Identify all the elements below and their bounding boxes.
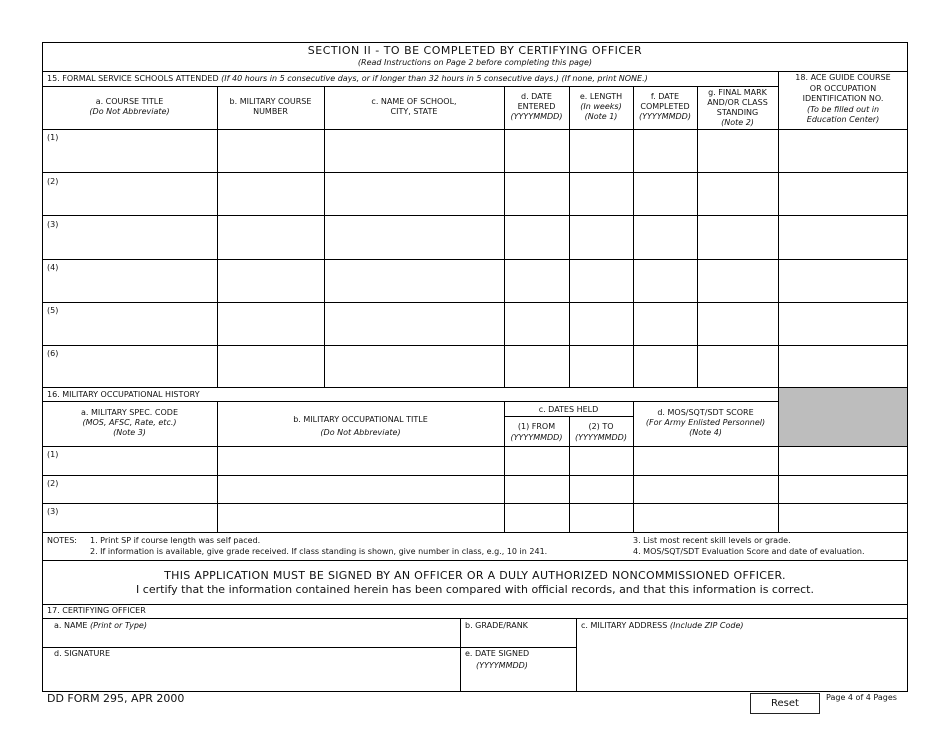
signature-field[interactable]: [43, 660, 459, 691]
col15-course-number: b. MILITARY COURSE NUMBER: [229, 97, 312, 116]
reset-button[interactable]: Reset: [750, 693, 820, 714]
grade-input[interactable]: [461, 631, 575, 647]
item15-label: 15. FORMAL SERVICE SCHOOLS ATTENDED (If 40 hours in 5 consecutive days, or if longer than 32 hours in 5 consecutive days.) (If none, print NONE.): [47, 74, 648, 83]
item16-row-1-input[interactable]: [60, 447, 908, 475]
col15-length: e. LENGTH (In weeks) (Note 1): [579, 92, 623, 121]
certification-line-1: THIS APPLICATION MUST BE SIGNED BY AN OFFICER OR A DULY AUTHORIZED NONCOMMISSIONED OFFICER.: [164, 569, 786, 582]
row16-number: (2): [47, 479, 59, 488]
date-signed-input[interactable]: [461, 672, 575, 691]
col16-occupational-title: b. MILITARY OCCUPATIONAL TITLE (Do Not Abbreviate): [293, 415, 428, 437]
col15-course-title: a. COURSE TITLE (Do Not Abbreviate): [89, 97, 170, 116]
col15-final-mark: g. FINAL MARK AND/OR CLASS STANDING (Note 2): [707, 88, 768, 127]
col16-dates-held: c. DATES HELD: [538, 405, 599, 414]
row16-number: (1): [47, 450, 59, 459]
row15-number: (1): [47, 133, 59, 142]
item16-row-3-input[interactable]: [60, 504, 908, 532]
item16-label: 16. MILITARY OCCUPATIONAL HISTORY: [47, 390, 200, 399]
item15-row-2-input[interactable]: [60, 173, 908, 215]
signature-label: d. SIGNATURE: [54, 649, 110, 658]
item15-row-4-input[interactable]: [60, 260, 908, 302]
section-subtitle: (Read Instructions on Page 2 before completing this page): [357, 58, 593, 67]
row15-number: (6): [47, 349, 59, 358]
row15-number: (4): [47, 263, 59, 272]
grade-label: b. GRADE/RANK: [465, 621, 528, 630]
note-3: 3. List most recent skill levels or grade.: [633, 536, 791, 545]
form-number: DD FORM 295, APR 2000: [47, 692, 185, 705]
note-2: 2. If information is available, give grade received. If class standing is shown, give number in class, e.g., 10 in 241.: [90, 547, 548, 556]
address-input[interactable]: [577, 631, 907, 691]
item15-row-3-input[interactable]: [60, 216, 908, 259]
certification-line-2: I certify that the information contained herein has been compared with official records, and that this information is correct.: [136, 583, 814, 596]
item18-header: 18. ACE GUIDE COURSE OR OCCUPATION IDENTIFICATION NO. (To be filled out in Education Center): [795, 73, 891, 124]
name-label: a. NAME (Print or Type): [54, 621, 147, 630]
address-label: c. MILITARY ADDRESS (Include ZIP Code): [581, 621, 744, 630]
date-signed-label: e. DATE SIGNED: [465, 649, 530, 658]
col15-school-name: c. NAME OF SCHOOL, CITY, STATE: [371, 97, 457, 116]
item15-row-1-input[interactable]: [60, 130, 908, 172]
col16-to: (2) TO (YYYYMMDD): [575, 422, 627, 442]
date-signed-format: (YYYYMMDD): [476, 661, 528, 670]
col16-from: (1) FROM (YYYYMMDD): [510, 422, 563, 442]
row15-number: (3): [47, 220, 59, 229]
page-number: Page 4 of 4 Pages: [826, 693, 897, 702]
note-4: 4. MOS/SQT/SDT Evaluation Score and date of evaluation.: [633, 547, 865, 556]
row15-number: (2): [47, 177, 59, 186]
col16-score: d. MOS/SQT/SDT SCORE (For Army Enlisted Personnel) (Note 4): [645, 408, 766, 437]
row15-number: (5): [47, 306, 59, 315]
notes-label: NOTES:: [47, 536, 77, 545]
col15-date-entered: d. DATE ENTERED (YYYYMMDD): [510, 92, 563, 121]
name-input[interactable]: [43, 631, 459, 647]
section-title: SECTION II - TO BE COMPLETED BY CERTIFYING OFFICER: [307, 44, 643, 57]
item15-row-5-input[interactable]: [60, 303, 908, 345]
item15-row-6-input[interactable]: [60, 346, 908, 387]
col16-spec-code: a. MILITARY SPEC. CODE (MOS, AFSC, Rate, etc.) (Note 3): [80, 408, 178, 437]
item17-label: 17. CERTIFYING OFFICER: [47, 606, 146, 615]
col15-date-completed: f. DATE COMPLETED (YYYYMMDD): [639, 92, 691, 121]
row16-number: (3): [47, 507, 59, 516]
item16-row-2-input[interactable]: [60, 476, 908, 503]
shaded-block: [779, 388, 907, 446]
note-1: 1. Print SP if course length was self paced.: [90, 536, 261, 545]
